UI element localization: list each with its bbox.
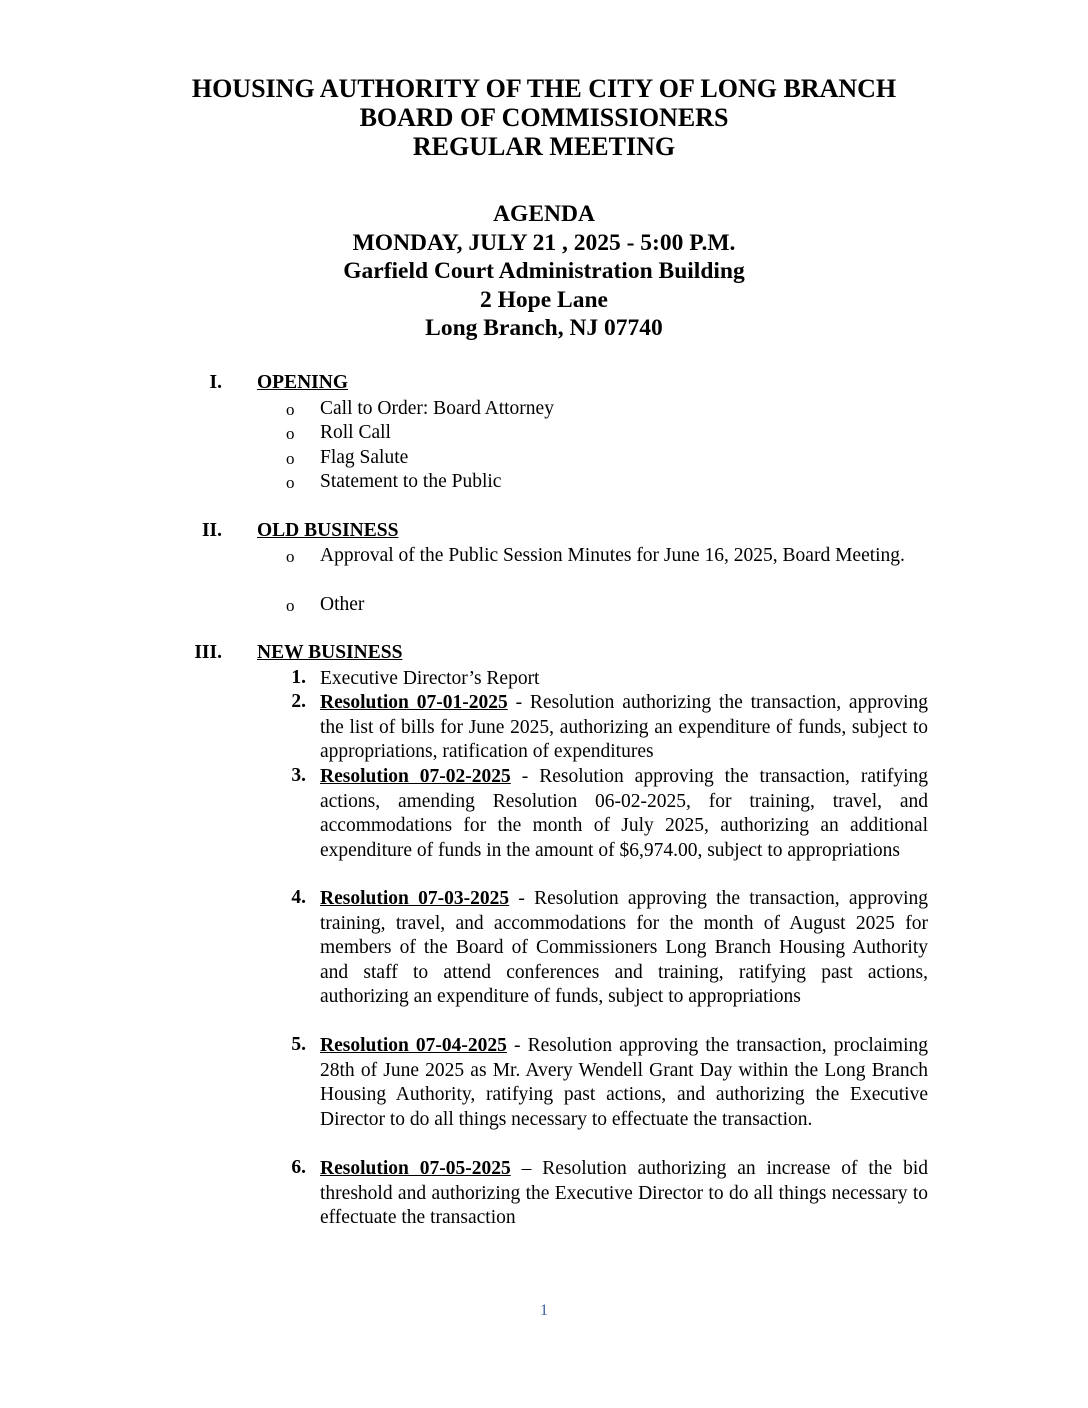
list-item <box>320 667 928 692</box>
list-item <box>320 1157 928 1231</box>
list-item: Statement to the Public <box>320 471 502 492</box>
meeting-street: 2 Hope Lane <box>480 286 608 313</box>
item-number: 1. <box>291 667 306 688</box>
section-title: OLD BUSINESS <box>257 520 399 541</box>
document-title <box>0 74 1088 161</box>
section-numeral: II. <box>201 520 222 541</box>
list-item: Approval of the Public Session Minutes for June 16, 2025, Board Meeting. <box>320 545 905 566</box>
list-item <box>320 1034 928 1132</box>
org-name: HOUSING AUTHORITY OF THE CITY OF LONG BRANCH <box>191 74 897 103</box>
meeting-building: Garfield Court Administration Building <box>343 258 745 285</box>
list-item <box>320 887 928 1010</box>
agenda-heading: AGENDA <box>493 201 595 227</box>
resolution-number: Resolution 07-03-2025 <box>320 888 510 909</box>
item-text: - Resolution authorizing the transaction, approving the list of bills for June 2025, authorizing an expenditure of funds, subject to appropriations, ratification of expenditures <box>320 692 928 762</box>
item-text: - Resolution approving the transaction, approving training, travel, and accommodations for the month of August 2025 for members of the Board of Commissioners Long Branch Housing Authority and staff to attend conferences and training, ratifying past actions, authorizing an expenditure of funds, subject to appropriations <box>320 888 928 1007</box>
section-title: NEW BUSINESS <box>257 642 403 663</box>
list-item: Roll Call <box>320 422 391 443</box>
list-item <box>320 765 928 863</box>
section-numeral: III. <box>194 642 222 663</box>
bullet-marker: o <box>286 473 295 492</box>
section-title: OPENING <box>257 372 349 393</box>
resolution-number: Resolution 07-02-2025 <box>320 766 511 787</box>
agenda-header <box>0 200 1088 343</box>
list-item: Call to Order: Board Attorney <box>320 398 554 419</box>
list-item: Other <box>320 594 365 615</box>
section-numeral: I. <box>209 372 222 393</box>
resolution-number: Resolution 07-04-2025 <box>320 1035 507 1056</box>
bullet-marker: o <box>286 596 295 615</box>
meeting-city: Long Branch, NJ 07740 <box>425 315 663 342</box>
resolution-number: Resolution 07-01-2025 <box>320 692 508 713</box>
meeting-date-time: MONDAY, JULY 21 , 2025 - 5:00 P.M. <box>352 229 736 256</box>
item-number: 6. <box>291 1157 306 1178</box>
item-text: Executive Director’s Report <box>320 668 540 689</box>
page-number: 1 <box>540 1302 548 1319</box>
item-number: 4. <box>291 887 306 908</box>
bullet-marker: o <box>286 424 295 443</box>
list-item: Flag Salute <box>320 447 409 468</box>
meeting-type: REGULAR MEETING <box>412 132 676 161</box>
item-number: 2. <box>291 691 306 712</box>
item-number: 5. <box>291 1034 306 1055</box>
bullet-marker: o <box>286 400 295 419</box>
item-number: 3. <box>291 765 306 786</box>
bullet-marker: o <box>286 547 295 566</box>
item-text: - Resolution approving the transaction, ratifying actions, amending Resolution 06-02-2025, for training, travel, and accommodations for the month of July 2025, authorizing an additional expenditure of funds in the amount of $6,974.00, subject to appropriations <box>320 766 928 861</box>
list-item <box>320 691 928 765</box>
board-name: BOARD OF COMMISSIONERS <box>359 103 729 132</box>
resolution-number: Resolution 07-05-2025 <box>320 1158 511 1179</box>
item-text: - Resolution approving the transaction, proclaiming 28th of June 2025 as Mr. Avery Wendell Grant Day within the Long Branch Housing Authority, ratifying past actions, and authorizing the Executive Director to do all things necessary to effectuate the transaction. <box>320 1035 928 1130</box>
item-text: – Resolution authorizing an increase of the bid threshold and authorizing the Executive Director to do all things necessary to effectuate the transaction <box>320 1158 928 1228</box>
bullet-marker: o <box>286 449 295 468</box>
